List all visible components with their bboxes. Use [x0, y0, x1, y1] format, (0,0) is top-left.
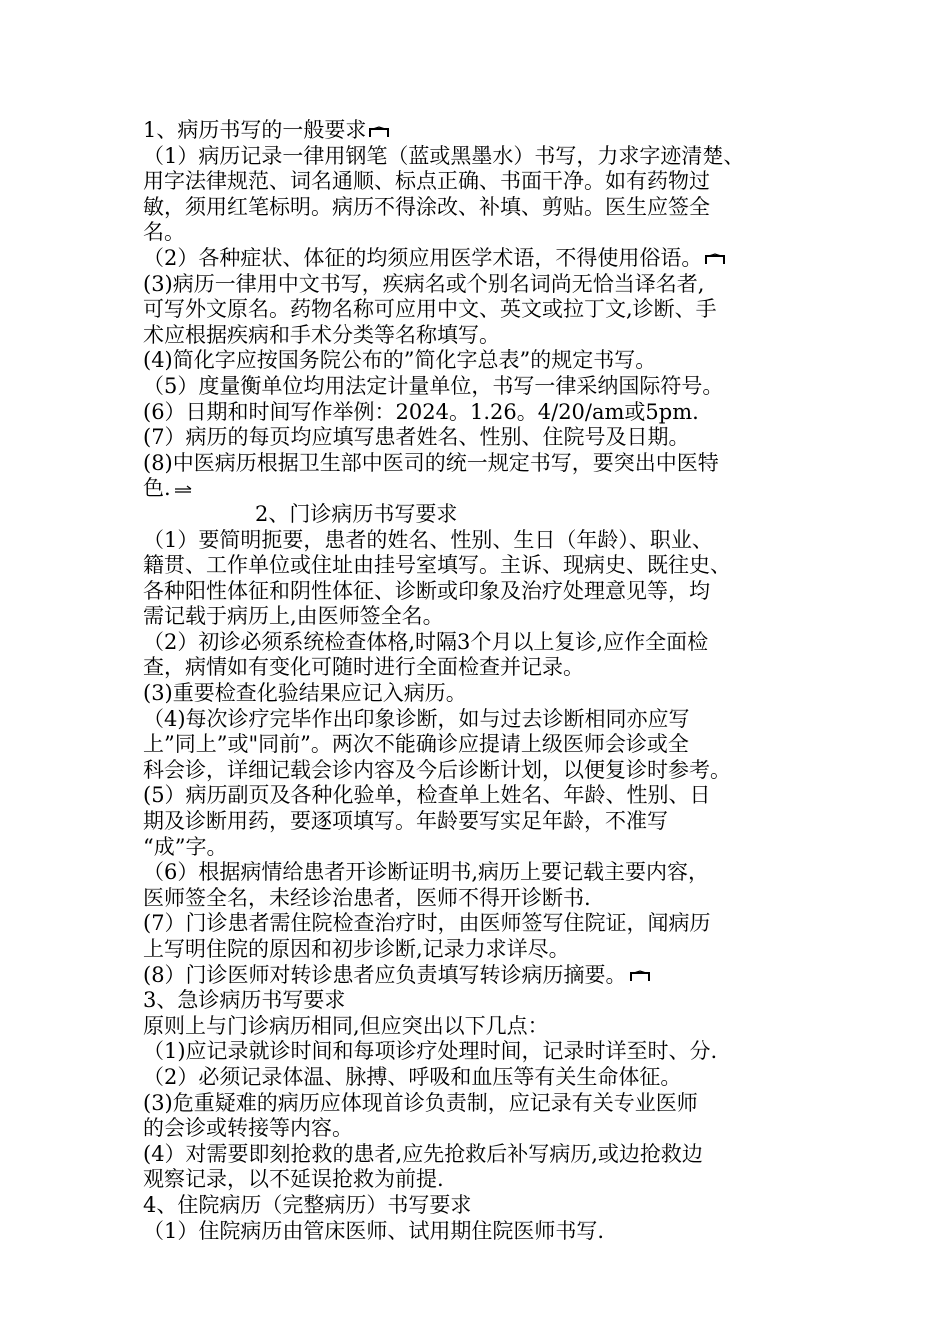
text-line: (3)危重疑难的病历应体现首诊负责制，应记录有关专业医师: [143, 1090, 698, 1115]
text-line: （2）各种症状、体征的均须应用医学术语，不得使用俗语。: [143, 246, 823, 272]
text-line: 可写外文原名。药物名称可应用中文、英文或拉丁文,诊断、手: [143, 297, 717, 322]
text-line: 期及诊断用药，要逐项填写。年龄要写实足年龄，不准写: [143, 809, 668, 834]
text-line: (6）日期和时间写作举例：2024。1.26。4/20/am或5pm.: [143, 399, 699, 424]
text-line: （2）必须记录体温、脉搏、呼吸和血压等有关生命体征。: [143, 1064, 682, 1089]
text-line: （6）根据病情给患者开诊断证明书,病历上要记载主要内容，: [143, 860, 710, 885]
text-line: （1）要简明扼要，患者的姓名、性别、生日（年龄）、职业、: [143, 527, 713, 552]
text-line: (8)中医病历根据卫生部中医司的统一规定书写，要突出中医特: [143, 450, 719, 475]
text-line: 各种阳性体征和阴性体征、诊断或印象及治疗处理意见等，均: [143, 578, 710, 603]
text-line: 敏，须用红笔标明。病历不得涂改、补填、剪贴。医生应签全: [143, 194, 710, 219]
text-line: 术应根据疾病和手术分类等名称填写。: [143, 322, 500, 347]
text-line: 查，病情如有变化可随时进行全面检查并记录。: [143, 655, 584, 680]
text-line: (3)重要检查化验结果应记入病历。: [143, 681, 467, 706]
text-line: 籍贯、工作单位或住址由挂号室填写。主诉、现病史、既往史、: [143, 553, 731, 578]
text-line: 上写明住院的原因和初步诊断,记录力求详尽。: [143, 937, 570, 961]
text-line: （5）度量衡单位均用法定计量单位，书写一律采纳国际符号。: [143, 373, 724, 398]
text-line: “成”字。: [143, 834, 228, 859]
section-heading-outpatient: 2、门诊病历书写要求: [255, 501, 458, 526]
text-line: (8）门诊医师对转诊患者应负责填写转诊病历摘要。: [143, 963, 823, 989]
text-line: 上”同上”或"同前”。两次不能确诊应提请上级医师会诊或全: [143, 732, 689, 757]
text-line: 科会诊，详细记载会诊内容及今后诊断计划，以便复诊时参考。: [143, 757, 731, 782]
document-page: [143, 118, 823, 1244]
section-heading-general: 1、病历书写的一般要求: [143, 118, 823, 144]
paragraph-mark-icon: [368, 126, 390, 138]
text-line: 的会诊或转接等内容。: [143, 1116, 353, 1141]
text-line: （1）住院病历由管床医师、试用期住院医师书写.: [143, 1218, 605, 1243]
text-line: (3)病历一律用中文书写，疾病名或个别名词尚无恰当译名者,: [143, 271, 705, 296]
text-line: 名。: [143, 220, 185, 245]
text-line: （2）初诊必须系统检查体格,时隔3个月以上复诊,应作全面检: [143, 629, 709, 654]
section-heading-emergency: 3、急诊病历书写要求: [143, 988, 346, 1013]
text-line: （1)应记录就诊时间和每项诊疗处理时间，记录时详至时、分.: [143, 1039, 718, 1064]
line-break-mark-icon: [173, 484, 195, 496]
text-line: 需记载于病历上,由医师签全名。: [143, 604, 444, 629]
text-line: (7）病历的每页均应填写患者姓名、性别、住院号及日期。: [143, 425, 690, 450]
text-line: （1）病历记录一律用钢笔（蓝或黑墨水）书写，力求字迹清楚、: [143, 143, 745, 168]
section-heading-inpatient: 4、住院病历（完整病历）书写要求: [143, 1192, 472, 1217]
text-line: (7）门诊患者需住院检查治疗时，由医师签写住院证，闻病历: [143, 911, 711, 936]
text-line: (5）病历副页及各种化验单，检查单上姓名、年龄、性别、日: [143, 783, 711, 808]
text-line: (4）对需要即刻抢救的患者,应先抢救后补写病历,或边抢救边: [143, 1141, 703, 1166]
text-line: (4)简化字应按国务院公布的”简化字总表”的规定书写。: [143, 348, 657, 373]
paragraph-mark-icon: [704, 253, 726, 265]
text-line: 观察记录，以不延误抢救为前提.: [143, 1167, 444, 1192]
text-line: 原则上与门诊病历相同,但应突出以下几点：: [143, 1013, 549, 1038]
paragraph-mark-icon: [629, 970, 651, 982]
text-line: 医师签全名，未经诊治患者，医师不得开诊断书.: [143, 885, 591, 910]
text-line: 色.: [143, 476, 823, 502]
text-line: （4)每次诊疗完毕作出印象诊断，如与过去诊断相同亦应写: [143, 706, 690, 731]
text-line: 用字法律规范、词名通顺、标点正确、书面干净。如有药物过: [143, 169, 710, 194]
